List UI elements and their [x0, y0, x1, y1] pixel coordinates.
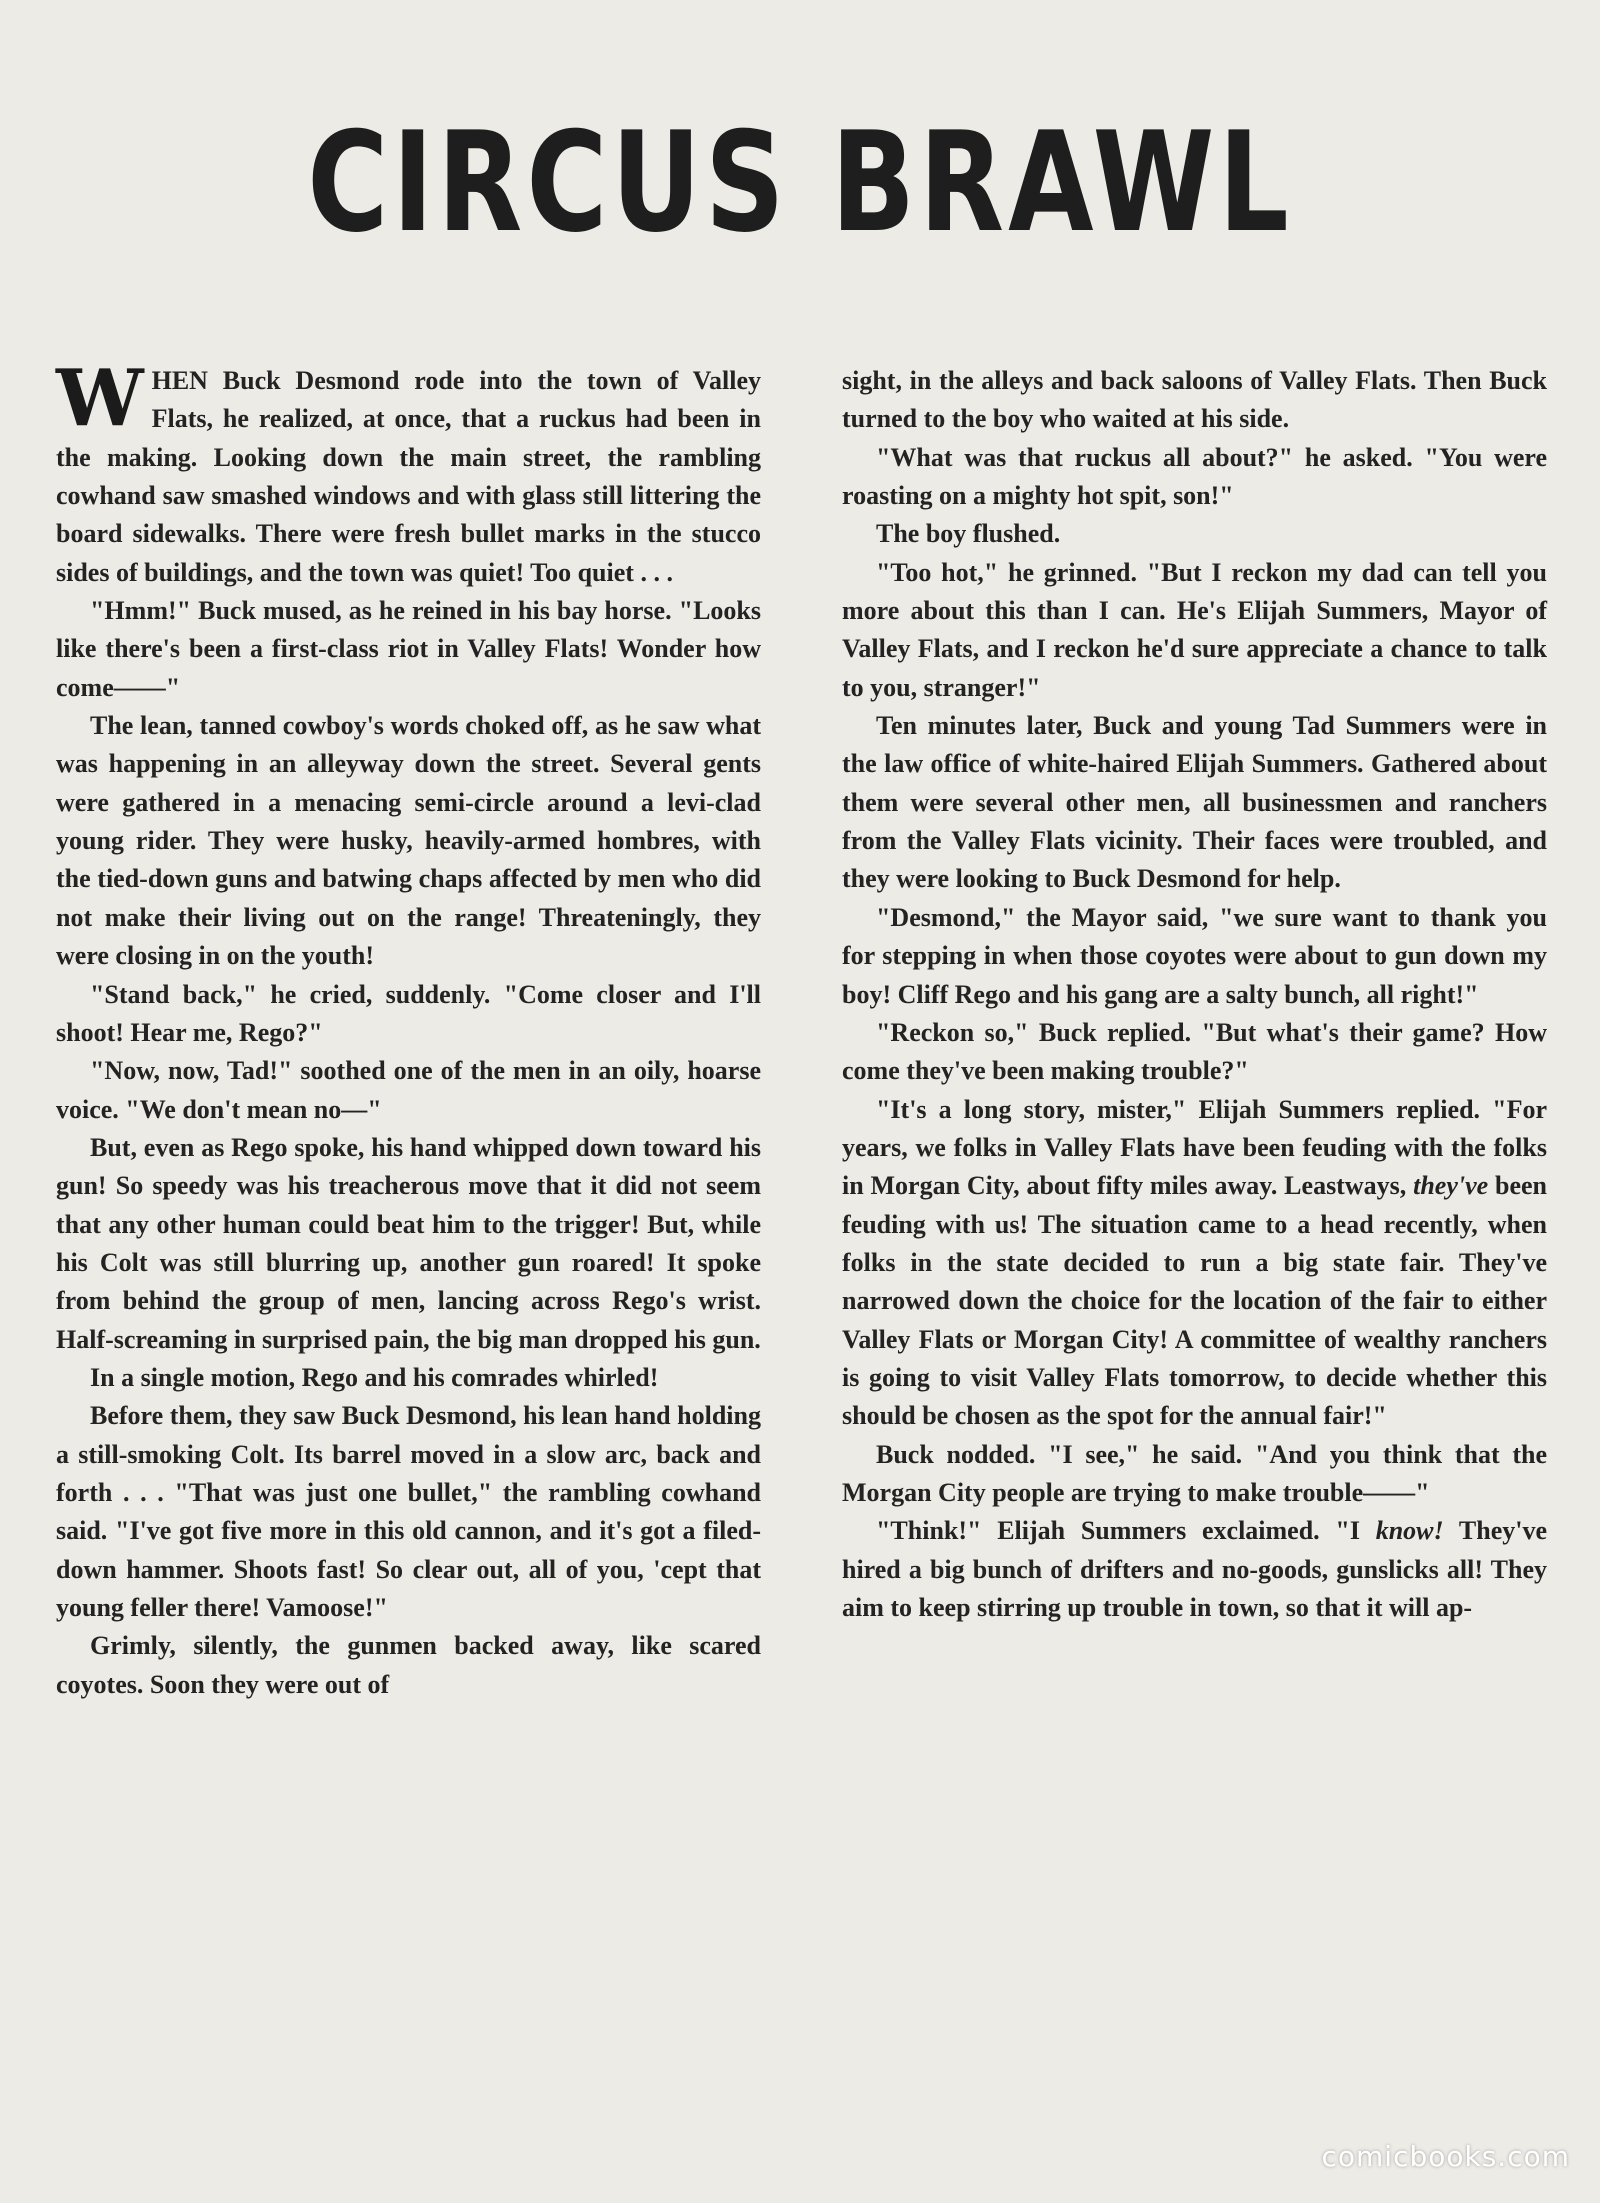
paragraph: Grimly, silently, the gunmen backed away, like scared coyotes. Soon they were out of — [56, 1631, 761, 1699]
paragraph: "Too hot," he grinned. "But I reckon my dad can tell you more about this than I can. He's Elijah Summers, Mayor of Valley Flats, and I reckon he'd sure appreciate a chance to talk to you, stranger!" — [842, 557, 1547, 702]
paragraph: The lean, tanned cowboy's words choked off, as he saw what was happening in an alleyway down the street. Several gents were gathered in a menacing semi-circle around a levi-clad young rider. They were husky, heavily-armed hombres, with the tied-down guns and batwing chaps affected by men who did not make their living out on the range! Threateningly, they were closing in on the youth! — [56, 711, 761, 971]
right-column — [842, 362, 1547, 1627]
story-title: CIRCUS BRAWL — [307, 102, 1293, 263]
left-column — [56, 353, 761, 1704]
watermark: comicbooks.com — [1321, 2140, 1570, 2173]
paragraph: "Now, now, Tad!" soothed one of the men in an oily, hoarse voice. "We don't mean no—" — [56, 1056, 761, 1124]
emphasis: they've — [1413, 1171, 1489, 1201]
paragraph: Buck nodded. "I see," he said. "And you think that the Morgan City people are trying to make trouble——" — [842, 1439, 1547, 1507]
paragraph: WHEN Buck Desmond rode into the town of Valley Flats, he realized, at once, that a ruckus had been in the making. Looking down the main street, the rambling cowhand saw smashed windows and with glass still littering the board sidewalks. There were fresh bullet marks in the stucco sides of buildings, and the town was quiet! Too quiet . . . — [56, 353, 761, 587]
paragraph: "Think!" Elijah Summers exclaimed. "I know! They've hired a big bunch of drifters and no-goods, gunslicks all! They aim to keep stirring up trouble in town, so that it will ap- — [842, 1516, 1548, 1622]
paragraph: Before them, they saw Buck Desmond, his lean hand holding a still-smoking Colt. Its barrel moved in a slow arc, back and forth . . . "That was just one bullet," the rambling cowhand said. "I've got five more in this old cannon, and it's got a filed-down hammer. Shoots fast! So clear out, all of you, 'cept that young feller there! Vamoose!" — [56, 1401, 761, 1622]
drop-cap: W — [56, 353, 144, 444]
paragraph: "Hmm!" Buck mused, as he reined in his bay horse. "Looks like there's been a first-class riot in Valley Flats! Wonder how come——" — [56, 596, 761, 702]
paragraph: Ten minutes later, Buck and young Tad Summers were in the law office of white-haired Elijah Summers. Gathered about them were several other men, all businessmen and ranchers from the Valley Flats vicinity. Their faces were troubled, and they were looking to Buck Desmond for help. — [842, 711, 1547, 894]
paragraph: But, even as Rego spoke, his hand whipped down toward his gun! So speedy was his treacherous move that it did not seem that any other human could beat him to the trigger! But, while his Colt was still blurring up, another gun roared! It spoke from behind the group of men, lancing across Rego's wrist. Half-screaming in surprised pain, the big man dropped his gun. — [56, 1132, 761, 1354]
paragraph: sight, in the alleys and back saloons of Valley Flats. Then Buck turned to the boy who waited at his side. — [842, 366, 1547, 434]
emphasis: know! — [1375, 1516, 1444, 1546]
paragraph: The boy flushed. — [876, 519, 1061, 549]
paragraph: "Reckon so," Buck replied. "But what's their game? How come they've been making trouble?" — [842, 1017, 1547, 1086]
paragraph: "Desmond," the Mayor said, "we sure want to thank you for stepping in when those coyotes were about to gun down my boy! Cliff Rego and his gang are a salty bunch, all right!" — [842, 902, 1547, 1009]
paragraph: "It's a long story, mister," Elijah Summers replied. "For years, we folks in Valley Flats have been feuding with the folks in Morgan City, about fifty miles away. Leastways, they've been feuding with us! The situation came to a head recently, when folks in the state decided to run a big state fair. They've narrowed down the choice for the location of the fair to either Valley Flats or Morgan City! A committee of wealthy ranchers is going to visit Valley Flats tomorrow, to decide whether this should be chosen as the spot for the annual fair!" — [842, 1094, 1548, 1431]
paragraph: "Stand back," he cried, suddenly. "Come closer and I'll shoot! Hear me, Rego?" — [56, 979, 761, 1047]
paragraph: "What was that ruckus all about?" he asked. "You were roasting on a mighty hot spit, son!" — [842, 442, 1547, 511]
paragraph: In a single motion, Rego and his comrades whirled! — [90, 1362, 659, 1392]
